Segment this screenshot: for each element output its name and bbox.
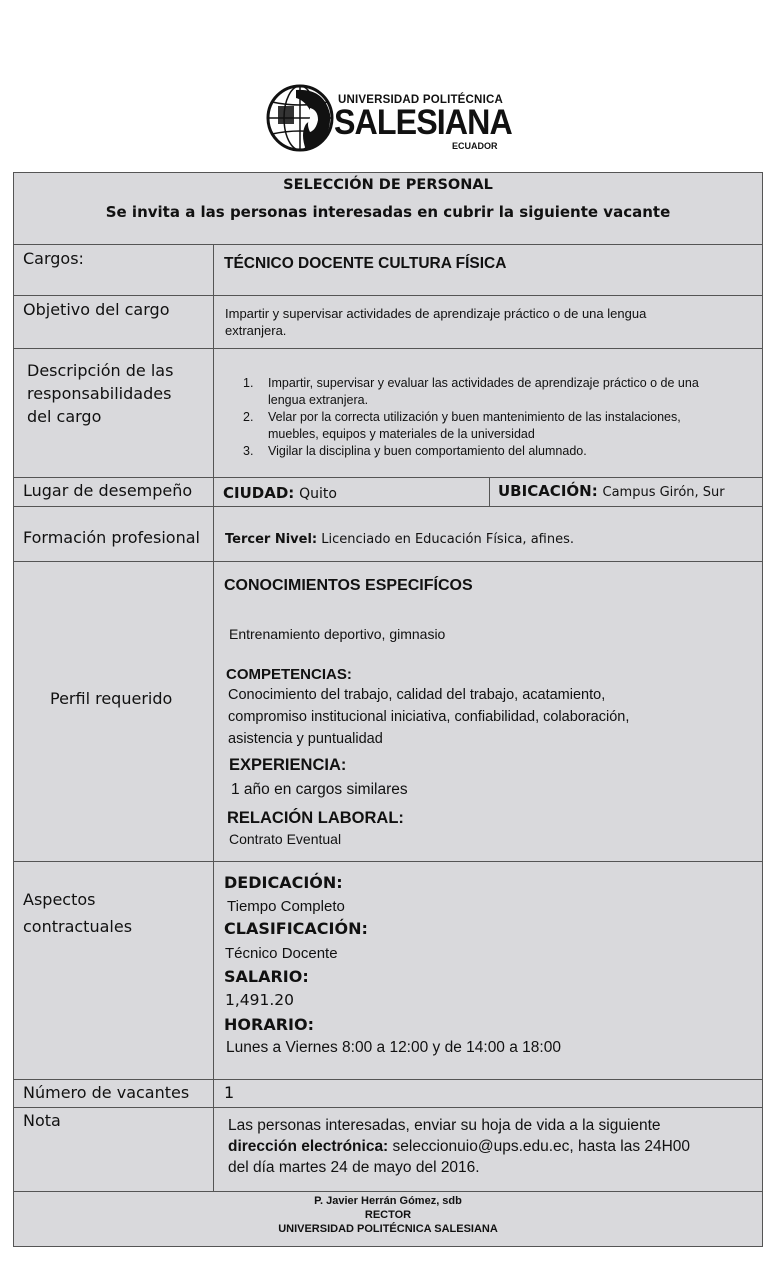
nota-email: seleccionuio@ups.edu.ec, hasta las 24H00 [392, 1138, 691, 1155]
row-divider [14, 348, 762, 349]
list-item-number: 1. [243, 376, 254, 390]
horario-title: HORARIO: [224, 1015, 314, 1034]
objetivo-line1: Impartir y supervisar actividades de aprendizaje práctico o de una lengua [225, 306, 647, 321]
list-item-text: Impartir, supervisar y evaluar las actividades de aprendizaje práctico o de una [268, 376, 699, 390]
row-divider [14, 295, 762, 296]
nota-line1: Las personas interesadas, enviar su hoja de vida a la siguiente [228, 1117, 661, 1134]
list-item-text: Vigilar la disciplina y buen comportamiento del alumnado. [268, 444, 587, 458]
university-logo [266, 82, 516, 154]
row-divider [14, 1191, 762, 1192]
signature-name: P. Javier Herrán Gómez, sdb [314, 1195, 462, 1207]
row-divider [14, 561, 762, 562]
cargo-label: Cargos: [23, 249, 84, 268]
cargo-value: TÉCNICO DOCENTE CULTURA FÍSICA [224, 255, 507, 272]
ciudad-label: CIUDAD: [223, 484, 295, 502]
logo-university-line: UNIVERSIDAD POLITÉCNICA [338, 94, 503, 106]
list-item-number: 3. [243, 444, 254, 458]
ciudad-field [223, 484, 337, 502]
nota-email-label: dirección electrónica: [228, 1138, 389, 1155]
list-item [241, 443, 741, 460]
ubicacion-label: UBICACIÓN: [498, 482, 598, 500]
aspectos-label: Aspectos [23, 890, 96, 909]
form-title: SELECCIÓN DE PERSONAL [283, 177, 493, 193]
nota-line2 [228, 1138, 690, 1156]
experiencia-title: EXPERIENCIA: [229, 756, 347, 774]
relacion-value: Contrato Eventual [229, 831, 342, 847]
list-item-number: 2. [243, 410, 254, 424]
vacantes-value: 1 [224, 1083, 235, 1102]
globe-emblem-icon [266, 84, 334, 152]
list-item [241, 375, 741, 409]
ubicacion-value: Campus Girón, Sur [602, 485, 725, 500]
responsabilidades-label: del cargo [27, 407, 102, 426]
row-divider [14, 244, 762, 245]
clasificacion-value: Técnico Docente [225, 945, 338, 962]
competencias-line3: asistencia y puntualidad [228, 731, 383, 747]
nota-label: Nota [23, 1111, 61, 1130]
clasificacion-title: CLASIFICACIÓN: [224, 919, 368, 938]
objetivo-line2: extranjera. [225, 323, 287, 338]
conocimientos-title: CONOCIMIENTOS ESPECIFÍCOS [224, 577, 473, 594]
nivel-label: Tercer Nivel: [225, 532, 318, 547]
row-divider [14, 506, 762, 507]
dedicacion-value: Tiempo Completo [227, 898, 345, 915]
responsabilidades-label: Descripción de las [27, 361, 174, 380]
form-subtitle: Se invita a las personas interesadas en cubrir la siguiente vacante [105, 203, 671, 221]
signature-role: RECTOR [364, 1209, 412, 1221]
column-divider [213, 244, 214, 1191]
row-divider [14, 1079, 762, 1080]
signature-institution: UNIVERSIDAD POLITÉCNICA SALESIANA [278, 1223, 498, 1235]
horario-value: Lunes a Viernes 8:00 a 12:00 y de 14:00 a 18:00 [226, 1039, 561, 1056]
list-item-text: muebles, equipos y materiales de la universidad [268, 427, 535, 441]
nota-line3: del día martes 24 de mayo del 2016. [228, 1159, 480, 1176]
objetivo-label: Objetivo del cargo [23, 300, 170, 319]
logo-name: SALESIANA [334, 103, 512, 142]
ciudad-value: Quito [299, 486, 337, 502]
competencias-line1: Conocimiento del trabajo, calidad del trabajo, acatamiento, [228, 687, 606, 703]
list-item-text: Velar por la correcta utilización y buen mantenimiento de las instalaciones, [268, 410, 681, 424]
experiencia-value: 1 año en cargos similares [231, 781, 408, 798]
salario-title: SALARIO: [224, 967, 309, 986]
conocimientos-value: Entrenamiento deportivo, gimnasio [229, 626, 446, 642]
competencias-title: COMPETENCIAS: [226, 666, 352, 683]
column-divider [489, 477, 490, 506]
row-divider [14, 477, 762, 478]
list-item-text: lengua extranjera. [268, 393, 369, 407]
competencias-line2: compromiso institucional iniciativa, confiabilidad, colaboración, [228, 709, 630, 725]
formacion-field [225, 532, 574, 547]
ubicacion-field [498, 482, 725, 500]
responsabilidades-label: responsabilidades [27, 384, 172, 403]
salario-value: 1,491.20 [225, 991, 295, 1009]
vacancy-form [13, 172, 763, 1247]
row-divider [14, 861, 762, 862]
nivel-value: Licenciado en Educación Física, afines. [321, 532, 574, 547]
vacantes-label: Número de vacantes [23, 1083, 190, 1102]
logo-country: ECUADOR [452, 141, 498, 151]
formacion-label: Formación profesional [23, 528, 200, 547]
lugar-label: Lugar de desempeño [23, 481, 193, 500]
dedicacion-title: DEDICACIÓN: [224, 873, 343, 892]
responsibilities-list [241, 375, 741, 460]
list-item [241, 409, 741, 443]
perfil-label: Perfil requerido [50, 689, 173, 708]
relacion-title: RELACIÓN LABORAL: [227, 809, 404, 827]
row-divider [14, 1107, 762, 1108]
aspectos-label: contractuales [23, 917, 133, 936]
